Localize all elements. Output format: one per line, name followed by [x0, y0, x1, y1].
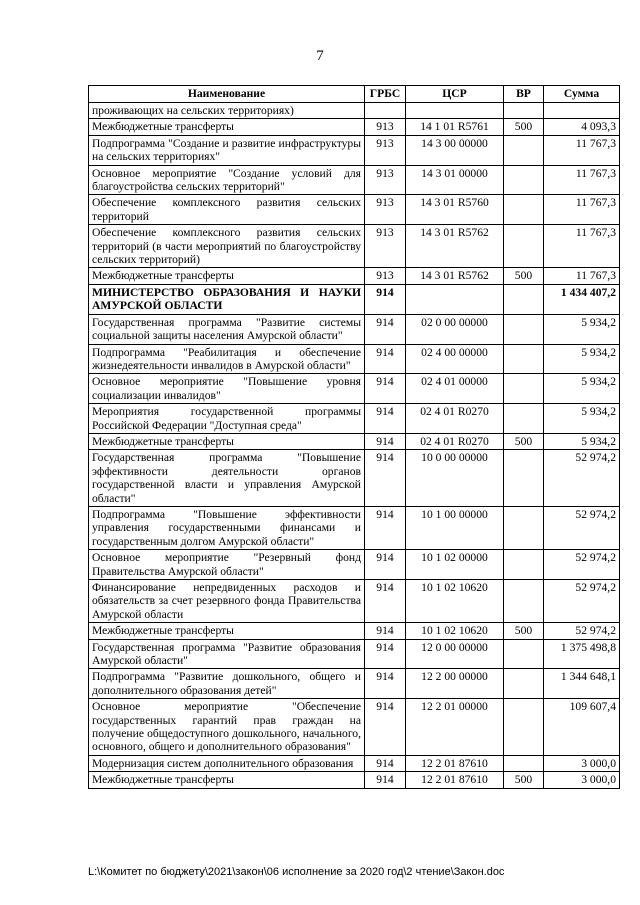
- table-row: [89, 550, 620, 580]
- cell-name: Обеспечение комплексного развития сельских территорий (в части мероприятий по благоустройству сельских территорий): [89, 225, 365, 268]
- cell-vr: [504, 550, 544, 580]
- cell-name: Основное мероприятие "Создание условий для благоустройства сельских территорий": [89, 165, 365, 195]
- cell-grbs: 914: [365, 506, 406, 549]
- cell-csr: 12 2 01 87610: [406, 772, 504, 788]
- cell-name: Финансирование непредвиденных расходов и обязательств за счет резервного фонда Правительства Амурской области: [89, 580, 365, 623]
- cell-grbs: 914: [365, 669, 406, 699]
- cell-grbs: 914: [365, 699, 406, 756]
- cell-grbs: 914: [365, 433, 406, 449]
- cell-sum: 11 767,3: [544, 195, 620, 225]
- cell-csr: 02 4 01 R0270: [406, 404, 504, 434]
- cell-grbs: 913: [365, 225, 406, 268]
- cell-sum: 52 974,2: [544, 550, 620, 580]
- cell-csr: 02 4 01 00000: [406, 374, 504, 404]
- cell-sum: 5 934,2: [544, 374, 620, 404]
- cell-csr: 12 2 01 87610: [406, 755, 504, 771]
- page-number: 7: [316, 48, 324, 64]
- cell-vr: 500: [504, 268, 544, 284]
- cell-grbs: 914: [365, 314, 406, 344]
- table-row: [89, 374, 620, 404]
- cell-sum: 11 767,3: [544, 165, 620, 195]
- cell-csr: 14 3 01 R5762: [406, 225, 504, 268]
- cell-sum: 52 974,2: [544, 506, 620, 549]
- cell-csr: [406, 284, 504, 314]
- cell-name: Государственная программа "Развитие системы социальной защиты населения Амурской области": [89, 314, 365, 344]
- cell-grbs: 914: [365, 772, 406, 788]
- cell-csr: 14 3 01 R5762: [406, 268, 504, 284]
- cell-vr: [504, 580, 544, 623]
- cell-name: Межбюджетные трансферты: [89, 772, 365, 788]
- cell-grbs: 914: [365, 404, 406, 434]
- table-row: [89, 669, 620, 699]
- cell-name: МИНИСТЕРСТВО ОБРАЗОВАНИЯ И НАУКИ АМУРСКОЙ ОБЛАСТИ: [89, 284, 365, 314]
- cell-vr: [504, 450, 544, 507]
- cell-grbs: [365, 103, 406, 119]
- budget-table: [88, 85, 620, 789]
- table-row: [89, 119, 620, 135]
- cell-grbs: 913: [365, 195, 406, 225]
- cell-name: Подпрограмма "Повышение эффективности управления государственными финансами и государственным долгом Амурской области": [89, 506, 365, 549]
- cell-vr: [504, 639, 544, 669]
- cell-vr: [504, 195, 544, 225]
- cell-sum: 52 974,2: [544, 580, 620, 623]
- table-row: [89, 404, 620, 434]
- cell-csr: 10 0 00 00000: [406, 450, 504, 507]
- cell-csr: 14 1 01 R5761: [406, 119, 504, 135]
- cell-sum: 3 000,0: [544, 772, 620, 788]
- cell-name: Межбюджетные трансферты: [89, 623, 365, 639]
- cell-sum: 5 934,2: [544, 433, 620, 449]
- table-row: [89, 623, 620, 639]
- table-row: [89, 699, 620, 756]
- header-vr: ВР: [504, 86, 544, 103]
- table-row: [89, 103, 620, 119]
- cell-vr: [504, 314, 544, 344]
- cell-name: Основное мероприятие "Резервный фонд Правительства Амурской области": [89, 550, 365, 580]
- cell-grbs: 913: [365, 268, 406, 284]
- table-row: [89, 225, 620, 268]
- cell-sum: 1 434 407,2: [544, 284, 620, 314]
- cell-name: Подпрограмма "Развитие дошкольного, общего и дополнительного образования детей": [89, 669, 365, 699]
- cell-name: Межбюджетные трансферты: [89, 119, 365, 135]
- cell-name: Основное мероприятие "Повышение уровня социализации инвалидов": [89, 374, 365, 404]
- cell-name: Модернизация систем дополнительного образования: [89, 755, 365, 771]
- cell-csr: 12 0 00 00000: [406, 639, 504, 669]
- cell-csr: 10 1 02 00000: [406, 550, 504, 580]
- cell-sum: 5 934,2: [544, 344, 620, 374]
- table-row: [89, 755, 620, 771]
- table-row: [89, 165, 620, 195]
- cell-vr: [504, 344, 544, 374]
- cell-sum: [544, 103, 620, 119]
- cell-grbs: 914: [365, 639, 406, 669]
- table-header-row: [89, 86, 620, 103]
- cell-grbs: 913: [365, 165, 406, 195]
- cell-sum: 5 934,2: [544, 404, 620, 434]
- cell-csr: [406, 103, 504, 119]
- cell-csr: 10 1 02 10620: [406, 623, 504, 639]
- table-row: [89, 268, 620, 284]
- cell-vr: [504, 755, 544, 771]
- table-row: [89, 433, 620, 449]
- cell-vr: 500: [504, 119, 544, 135]
- cell-name: Подпрограмма "Реабилитация и обеспечение жизнедеятельности инвалидов в Амурской области": [89, 344, 365, 374]
- table-row: [89, 450, 620, 507]
- cell-grbs: 914: [365, 284, 406, 314]
- table-row: [89, 639, 620, 669]
- cell-csr: 02 4 00 00000: [406, 344, 504, 374]
- cell-csr: 14 3 01 00000: [406, 165, 504, 195]
- cell-sum: 52 974,2: [544, 450, 620, 507]
- cell-name: Мероприятия государственной программы Российской Федерации "Доступная среда": [89, 404, 365, 434]
- cell-name: Государственная программа "Повышение эффективности деятельности органов государственной власти и управления Амурской области": [89, 450, 365, 507]
- cell-name: проживающих на сельских территориях): [89, 103, 365, 119]
- cell-sum: 1 375 498,8: [544, 639, 620, 669]
- cell-sum: 109 607,4: [544, 699, 620, 756]
- cell-sum: 11 767,3: [544, 225, 620, 268]
- cell-csr: 12 2 01 00000: [406, 699, 504, 756]
- cell-sum: 4 093,3: [544, 119, 620, 135]
- cell-csr: 14 3 01 R5760: [406, 195, 504, 225]
- header-sum: Сумма: [544, 86, 620, 103]
- table-body: [89, 103, 620, 789]
- cell-csr: 14 3 00 00000: [406, 135, 504, 165]
- cell-name: Государственная программа "Развитие образования Амурской области": [89, 639, 365, 669]
- table-row: [89, 284, 620, 314]
- cell-csr: 02 0 00 00000: [406, 314, 504, 344]
- cell-vr: [504, 669, 544, 699]
- cell-grbs: 914: [365, 550, 406, 580]
- cell-grbs: 914: [365, 755, 406, 771]
- table-row: [89, 314, 620, 344]
- table-row: [89, 195, 620, 225]
- cell-vr: [504, 284, 544, 314]
- cell-csr: 12 2 00 00000: [406, 669, 504, 699]
- cell-vr: [504, 374, 544, 404]
- cell-vr: 500: [504, 623, 544, 639]
- table-row: [89, 506, 620, 549]
- header-csr: ЦСР: [406, 86, 504, 103]
- cell-grbs: 914: [365, 623, 406, 639]
- cell-sum: 5 934,2: [544, 314, 620, 344]
- cell-name: Подпрограмма "Создание и развитие инфраструктуры на сельских территориях": [89, 135, 365, 165]
- cell-vr: [504, 225, 544, 268]
- cell-grbs: 913: [365, 119, 406, 135]
- cell-name: Основное мероприятие "Обеспечение государственных гарантий прав граждан на получение общедоступного дошкольного, начального, основного, общего и дополнительного образования": [89, 699, 365, 756]
- cell-grbs: 914: [365, 374, 406, 404]
- cell-vr: [504, 135, 544, 165]
- cell-sum: 1 344 648,1: [544, 669, 620, 699]
- cell-name: Межбюджетные трансферты: [89, 268, 365, 284]
- table-row: [89, 580, 620, 623]
- cell-csr: 10 1 00 00000: [406, 506, 504, 549]
- cell-sum: 11 767,3: [544, 268, 620, 284]
- cell-grbs: 914: [365, 450, 406, 507]
- cell-vr: [504, 404, 544, 434]
- cell-vr: 500: [504, 772, 544, 788]
- cell-name: Обеспечение комплексного развития сельских территорий: [89, 195, 365, 225]
- cell-name: Межбюджетные трансферты: [89, 433, 365, 449]
- file-path-footer: L:\Комитет по бюджету\2021\закон\06 исполнение за 2020 год\2 чтение\Закон.doc: [88, 866, 505, 878]
- cell-grbs: 914: [365, 580, 406, 623]
- cell-grbs: 914: [365, 344, 406, 374]
- cell-vr: [504, 103, 544, 119]
- table-row: [89, 772, 620, 788]
- table-row: [89, 344, 620, 374]
- cell-sum: 11 767,3: [544, 135, 620, 165]
- header-grbs: ГРБС: [365, 86, 406, 103]
- cell-csr: 10 1 02 10620: [406, 580, 504, 623]
- cell-sum: 52 974,2: [544, 623, 620, 639]
- cell-vr: 500: [504, 433, 544, 449]
- cell-sum: 3 000,0: [544, 755, 620, 771]
- cell-vr: [504, 699, 544, 756]
- table-row: [89, 135, 620, 165]
- header-name: Наименование: [89, 86, 365, 103]
- cell-grbs: 913: [365, 135, 406, 165]
- cell-vr: [504, 506, 544, 549]
- cell-csr: 02 4 01 R0270: [406, 433, 504, 449]
- cell-vr: [504, 165, 544, 195]
